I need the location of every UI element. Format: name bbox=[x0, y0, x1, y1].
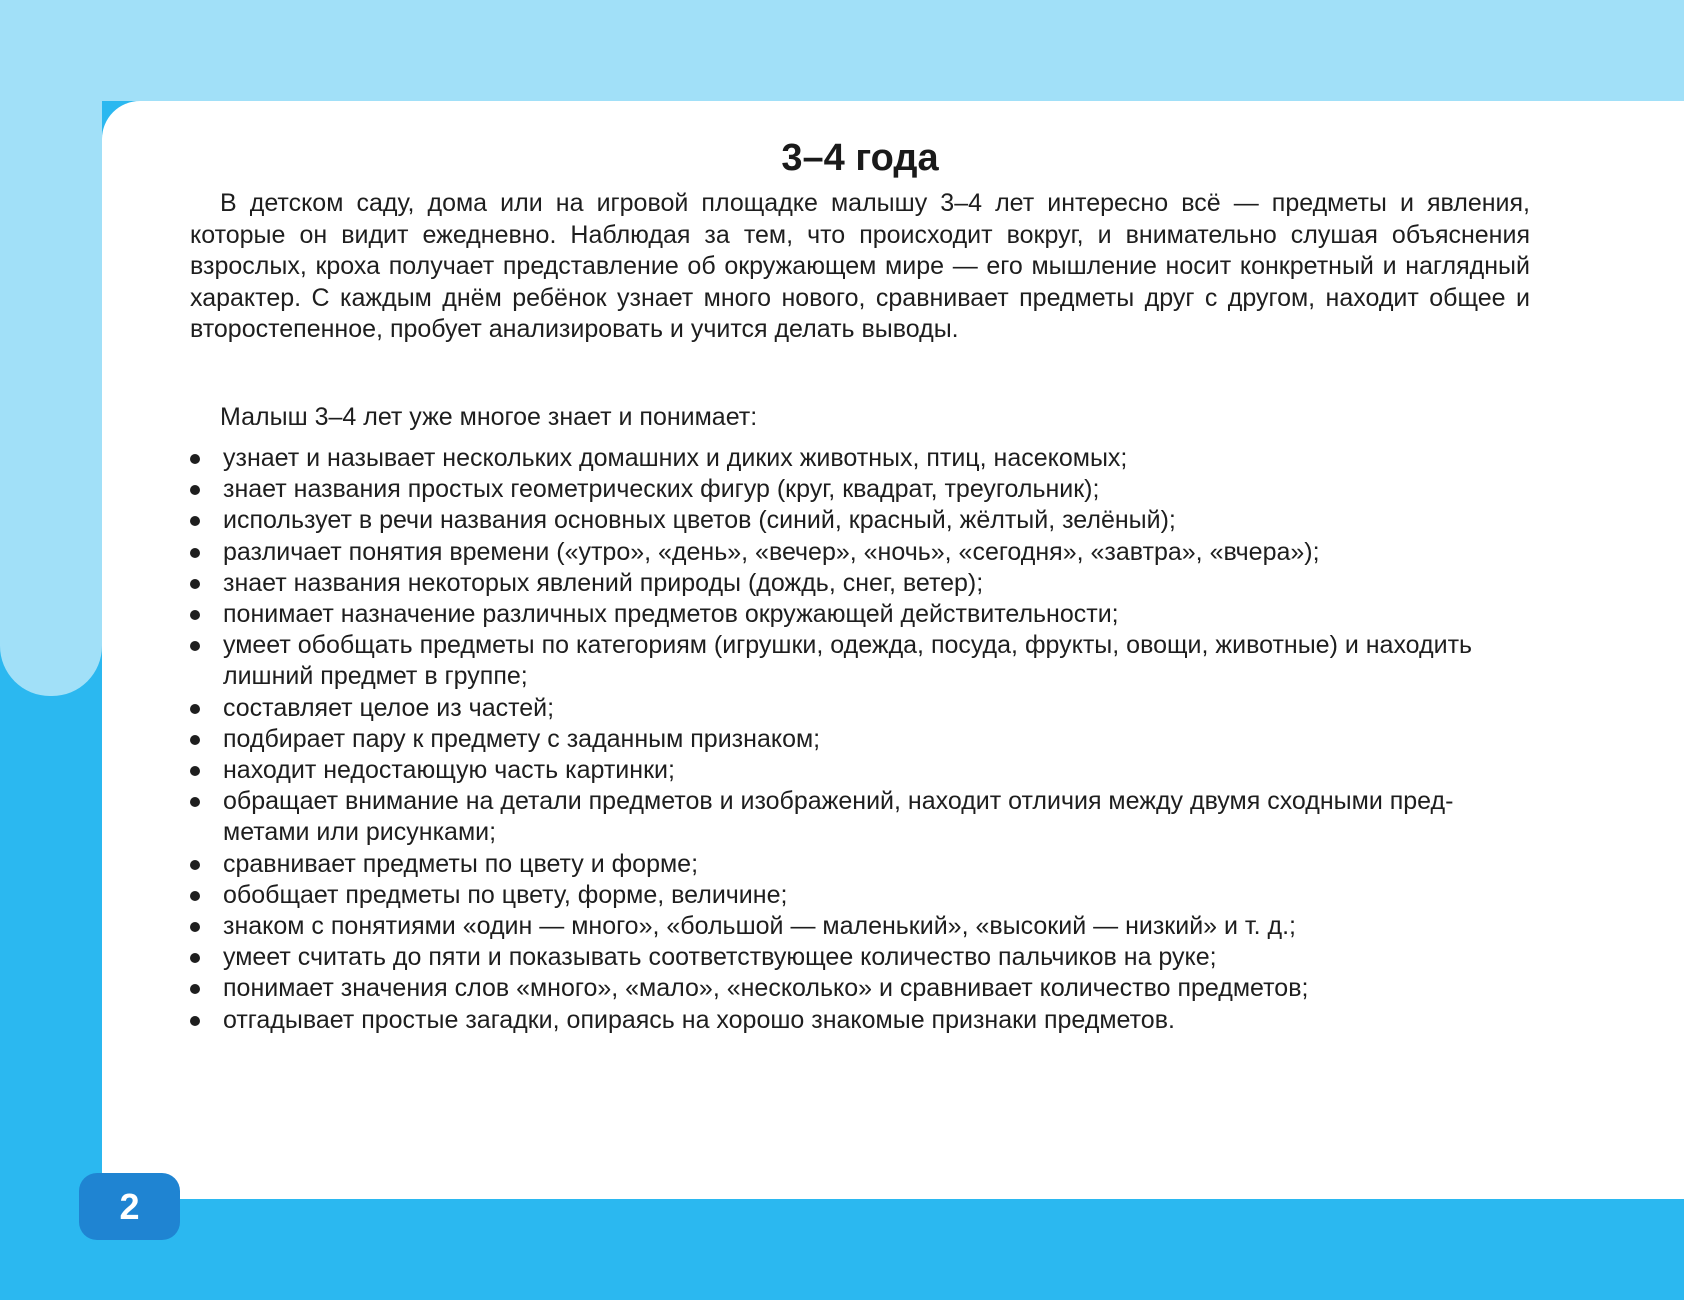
list-item bbox=[190, 786, 1530, 848]
list-item-text: знаком с понятиями «один — много», «большой — маленький», «высокий — низкий» и т. д.; bbox=[223, 912, 1296, 941]
list-item bbox=[190, 537, 1530, 568]
bullet-icon bbox=[190, 860, 200, 870]
bullet-icon bbox=[190, 485, 200, 495]
list-item-text: обращает внимание на детали предметов и изображений, находит отличия между двумя сходными предметами или рисунками; bbox=[223, 787, 1454, 847]
list-item-text: узнает и называет нескольких домашних и диких животных, птиц, насекомых; bbox=[223, 444, 1128, 472]
list-item-text: подбирает пару к предмету с заданным признаком; bbox=[223, 724, 821, 753]
list-item bbox=[190, 693, 1530, 724]
skills-list bbox=[190, 443, 1530, 1036]
list-item bbox=[190, 505, 1530, 536]
list-item-text: умеет обобщать предметы по категориям (игрушки, одежда, посуда, фрукты, овощи, животные) и находить лишний предмет в группе; bbox=[223, 631, 1473, 691]
list-item-text: использует в речи названия основных цветов (синий, красный, жёлтый, зелёный); bbox=[223, 506, 1176, 535]
list-item-text: составляет целое из частей; bbox=[223, 693, 555, 722]
list-item bbox=[190, 568, 1530, 599]
bullet-icon bbox=[190, 953, 200, 963]
top-decor-band bbox=[0, 0, 1684, 101]
bullet-icon bbox=[190, 516, 200, 526]
bullet-icon bbox=[190, 984, 200, 994]
bullet-icon bbox=[190, 641, 200, 651]
bullet-icon bbox=[190, 1016, 200, 1026]
list-item-text: находит недостающую часть картинки; bbox=[223, 756, 675, 785]
bullet-icon bbox=[190, 704, 200, 714]
bullet-icon bbox=[190, 610, 200, 620]
list-item bbox=[190, 443, 1530, 474]
list-item bbox=[190, 474, 1530, 505]
left-decor-band bbox=[0, 0, 102, 696]
list-item-text: обобщает предметы по цвету, форме, величине; bbox=[223, 880, 788, 909]
list-item-text: различает понятия времени («утро», «день», «вечер», «ночь», «сегодня», «завтра», «вчера»); bbox=[223, 537, 1320, 566]
list-item-text: знает названия некоторых явлений природы (дождь, снег, ветер); bbox=[223, 568, 984, 597]
bullet-icon bbox=[190, 891, 200, 901]
list-item bbox=[190, 973, 1530, 1004]
list-item-text: понимает назначение различных предметов окружающей действительности; bbox=[223, 600, 1119, 629]
list-item bbox=[190, 942, 1530, 973]
list-item bbox=[190, 1005, 1530, 1036]
bullet-icon bbox=[190, 922, 200, 932]
bullet-icon bbox=[190, 548, 200, 558]
list-item bbox=[190, 599, 1530, 630]
skills-lead: Малыш 3–4 лет уже многое знает и понимает: bbox=[220, 402, 758, 431]
list-item bbox=[190, 911, 1530, 942]
list-item bbox=[190, 880, 1530, 911]
page-number-badge: 2 bbox=[79, 1173, 180, 1240]
list-item-text: умеет считать до пяти и показывать соответствующее количество пальчиков на руке; bbox=[223, 943, 1217, 972]
list-item bbox=[190, 849, 1530, 880]
list-item bbox=[190, 630, 1530, 692]
bullet-icon bbox=[190, 579, 200, 589]
list-item-text: знает названия простых геометрических фигур (круг, квадрат, треугольник); bbox=[223, 475, 1100, 504]
bullet-icon bbox=[190, 735, 200, 745]
bullet-icon bbox=[190, 454, 200, 464]
list-item bbox=[190, 755, 1530, 786]
page-title: 3–4 года bbox=[781, 137, 939, 179]
intro-paragraph: В детском саду, дома или на игровой площадке малышу 3–4 лет интересно всё — предметы и явления, которые он видит ежедневно. Наблюдая за тем, что происходит вокруг, и внимательно слушая объяснения взрослых, кроха получает представление об окружающем мире — его мышление носит конкретный и наглядный характер. С каждым днём ребёнок узнает много нового, сравнивает предметы друг с другом, находит общее и второстепенное, пробует анализировать и учится делать выводы. bbox=[190, 189, 1530, 343]
page-content bbox=[190, 130, 1530, 1036]
list-item-text: понимает значения слов «много», «мало», «несколько» и сравнивает количество предметов; bbox=[223, 974, 1309, 1003]
bullet-icon bbox=[190, 797, 200, 807]
bullet-icon bbox=[190, 766, 200, 776]
list-item-text: отгадывает простые загадки, опираясь на хорошо знакомые признаки предметов. bbox=[223, 1005, 1175, 1034]
list-item bbox=[190, 724, 1530, 755]
list-item-text: сравнивает предметы по цвету и форме; bbox=[223, 849, 699, 878]
